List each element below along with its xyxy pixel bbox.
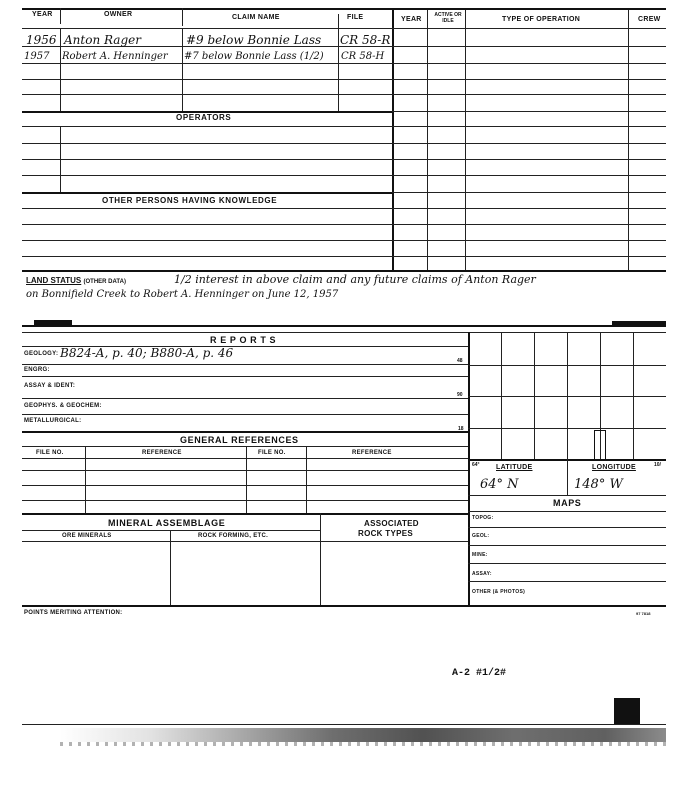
divider xyxy=(320,513,321,605)
rule xyxy=(22,513,468,515)
scan-noise-band xyxy=(60,728,666,742)
rule xyxy=(468,563,666,564)
rule xyxy=(468,396,666,397)
rule xyxy=(22,192,392,194)
rule xyxy=(22,376,468,377)
report-label-geophys: GEOPHYS. & GEOCHEM: xyxy=(24,403,102,409)
points-meriting-attention: POINTS MERITING ATTENTION: xyxy=(24,610,123,616)
latitude-value: 64° N xyxy=(480,477,519,492)
associated-label: ASSOCIATED xyxy=(364,519,419,528)
rule xyxy=(468,527,666,528)
rule xyxy=(22,458,468,459)
rule xyxy=(22,126,392,127)
maps-topog: TOPOG: xyxy=(472,515,494,521)
maps-other: OTHER (& PHOTOS) xyxy=(472,589,526,595)
rule xyxy=(22,446,468,447)
ore-minerals-label: ORE MINERALS xyxy=(62,533,112,539)
divider xyxy=(60,126,61,192)
divider xyxy=(85,446,86,513)
rule xyxy=(468,511,666,512)
claims-header-file: FILE xyxy=(347,14,364,21)
rule xyxy=(392,208,666,209)
rule xyxy=(392,79,666,80)
rule xyxy=(392,46,666,47)
mineral-assemblage-heading: MINERAL ASSEMBLAGE xyxy=(108,518,226,528)
rule xyxy=(392,111,666,112)
divider xyxy=(465,10,466,270)
rule xyxy=(22,270,666,272)
rule xyxy=(392,159,666,160)
gref-header-reference-2: REFERENCE xyxy=(352,450,392,456)
rule xyxy=(392,28,666,29)
rule xyxy=(392,224,666,225)
claim-owner: Robert A. Henninger xyxy=(62,51,168,62)
divider xyxy=(392,8,394,270)
rule xyxy=(22,485,468,486)
rule xyxy=(22,530,320,531)
rule xyxy=(22,325,666,327)
rule xyxy=(22,256,392,257)
form-number: 97 7818 xyxy=(636,611,651,616)
maps-assay: ASSAY: xyxy=(472,571,492,577)
rule xyxy=(392,143,666,144)
claim-year: 1957 xyxy=(24,51,50,62)
gref-header-file-no-2: FILE NO. xyxy=(258,450,286,456)
land-status-label xyxy=(26,276,126,285)
divider xyxy=(427,10,428,270)
claim-file: CR 58-H xyxy=(341,51,385,62)
scan-artifact-block xyxy=(614,698,640,724)
rule xyxy=(22,208,392,209)
divider xyxy=(468,332,470,605)
rule xyxy=(22,143,392,144)
latitude-prefix: 64° xyxy=(472,462,480,468)
rule xyxy=(392,126,666,127)
activity-header-type: TYPE OF OPERATION xyxy=(502,16,581,23)
claim-file: CR 58-R xyxy=(340,33,391,47)
divider xyxy=(628,10,629,270)
claim-owner: Anton Rager xyxy=(64,33,141,47)
gref-header-reference: REFERENCE xyxy=(142,450,182,456)
rule xyxy=(22,332,666,333)
report-value-geology: B824-A, p. 40; B880-A, p. 46 xyxy=(60,346,234,360)
divider xyxy=(60,8,61,24)
rule xyxy=(392,94,666,95)
rule xyxy=(468,495,666,496)
rule xyxy=(22,94,392,95)
reports-heading: R E P O R T S xyxy=(210,335,277,345)
activity-header-year: YEAR xyxy=(401,16,422,23)
latitude-label: LATITUDE xyxy=(496,464,533,471)
claim-name: #7 below Bonnie Lass (1/2) xyxy=(184,51,324,62)
report-label-metallurgical: METALLURGICAL: xyxy=(24,418,82,424)
rule xyxy=(392,240,666,241)
maps-heading: MAPS xyxy=(553,498,582,508)
land-status-line2: on Bonnifield Creek to Robert A. Henninger on June 12, 1957 xyxy=(26,289,339,300)
divider xyxy=(246,446,247,513)
divider xyxy=(60,28,61,111)
location-marker xyxy=(594,430,606,459)
rule xyxy=(22,364,468,365)
rule xyxy=(22,224,392,225)
divider xyxy=(182,8,183,26)
gref-header-file-no: FILE NO. xyxy=(36,450,64,456)
rule xyxy=(22,159,392,160)
rule xyxy=(22,79,392,80)
divider xyxy=(567,459,568,495)
maps-mine: MINE: xyxy=(472,552,488,558)
rule xyxy=(22,398,468,399)
longitude-label: LONGITUDE xyxy=(592,464,636,471)
divider xyxy=(306,446,307,513)
rule xyxy=(392,192,666,193)
claim-year: 1956 xyxy=(26,33,57,47)
report-label-engrg: ENGRG: xyxy=(24,367,50,373)
rule xyxy=(468,428,666,429)
margin-number: 90 xyxy=(457,392,463,398)
claims-header-year: YEAR xyxy=(32,11,53,18)
other-persons-heading: OTHER PERSONS HAVING KNOWLEDGE xyxy=(102,196,278,205)
top-border xyxy=(22,8,666,10)
rule xyxy=(22,431,468,433)
rule xyxy=(392,175,666,176)
page-reference: A-2 #1/2# xyxy=(452,668,507,679)
claims-header-claim-name: CLAIM NAME xyxy=(232,14,280,21)
operators-heading: OPERATORS xyxy=(176,113,232,122)
activity-header-active: ACTIVE OR IDLE xyxy=(434,12,462,24)
land-status-line1: 1/2 interest in above claim and any future claims of Anton Rager xyxy=(174,273,536,286)
claims-header-owner: OWNER xyxy=(104,11,133,18)
rule xyxy=(22,500,468,501)
rule xyxy=(468,581,666,582)
divider xyxy=(182,28,183,111)
rule xyxy=(22,414,468,415)
rule xyxy=(392,63,666,64)
rule xyxy=(22,605,666,607)
general-references-heading: GENERAL REFERENCES xyxy=(180,435,299,445)
activity-header-crew: CREW xyxy=(638,16,661,23)
rule xyxy=(22,28,392,29)
land-status-title: LAND STATUS xyxy=(26,276,82,285)
rule xyxy=(468,365,666,366)
margin-number: 18 xyxy=(458,426,464,432)
land-status-sublabel: (OTHER DATA) xyxy=(83,279,126,285)
rule xyxy=(22,724,666,725)
rule xyxy=(22,541,468,542)
rock-types-label: ROCK TYPES xyxy=(358,529,414,538)
rule xyxy=(22,470,468,471)
separator-mark xyxy=(612,321,666,326)
report-label-geology: GEOLOGY: xyxy=(24,351,59,357)
rule xyxy=(22,240,392,241)
claim-name: #9 below Bonnie Lass xyxy=(186,33,322,47)
rule xyxy=(22,63,392,64)
divider xyxy=(170,530,171,605)
divider xyxy=(338,28,339,111)
scan-noise-specks xyxy=(60,742,666,746)
longitude-value: 148° W xyxy=(574,477,623,492)
longitude-suffix: 10/ xyxy=(654,462,661,468)
maps-geol: GEOL: xyxy=(472,533,490,539)
rule xyxy=(392,256,666,257)
rule xyxy=(22,175,392,176)
rule xyxy=(468,545,666,546)
divider xyxy=(338,14,339,28)
report-label-assay: ASSAY & IDENT: xyxy=(24,383,76,389)
margin-number: 48 xyxy=(457,358,463,364)
rock-forming-label: ROCK FORMING, ETC. xyxy=(198,533,269,539)
